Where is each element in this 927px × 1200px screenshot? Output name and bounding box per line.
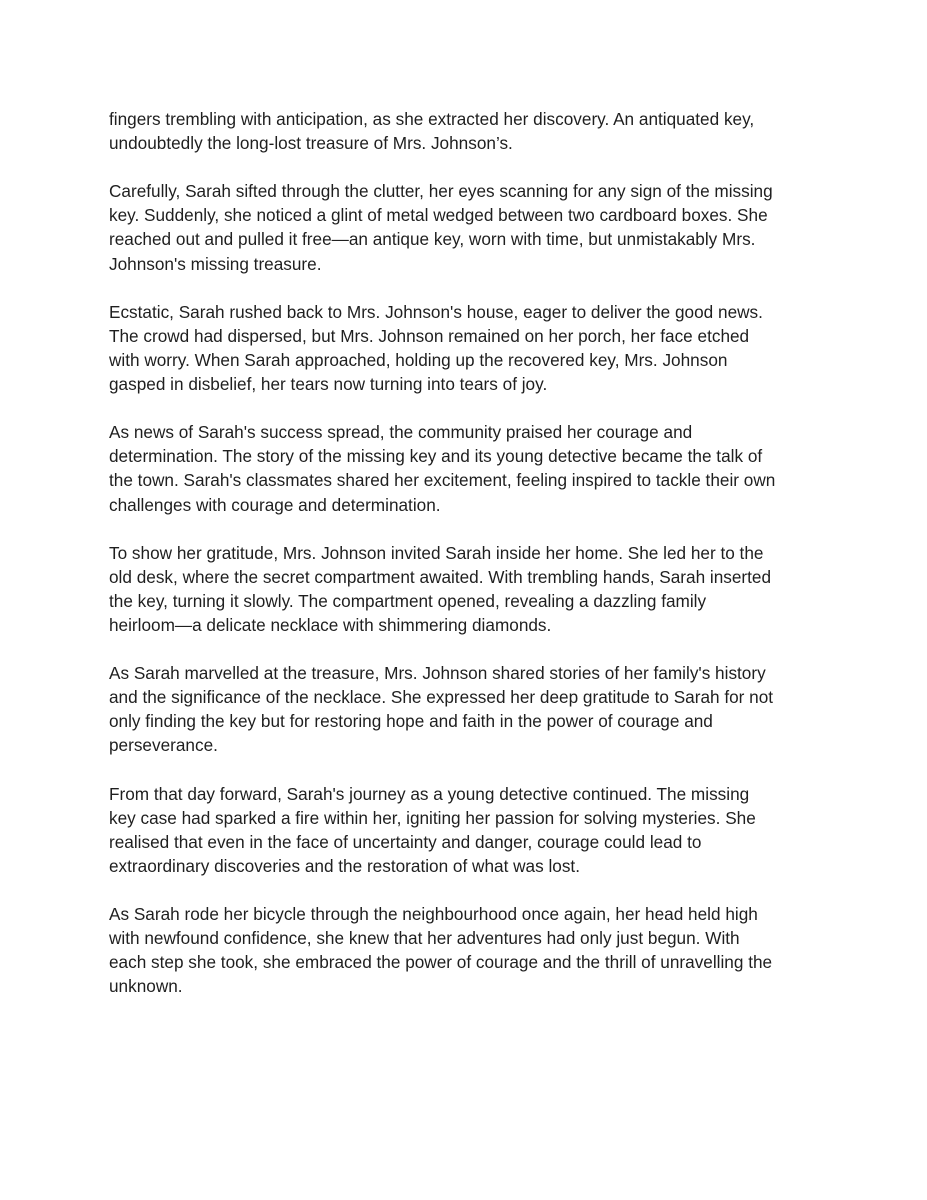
text-line: To show her gratitude, Mrs. Johnson invited Sarah inside her home. She led her to the xyxy=(109,542,764,563)
text-line: each step she took, she embraced the power of courage and the thrill of unravelling the xyxy=(109,952,773,973)
paragraph-4 xyxy=(109,420,821,516)
text-line: Ecstatic, Sarah rushed back to Mrs. Johnson's house, eager to deliver the good news. xyxy=(109,301,763,322)
paragraph-2 xyxy=(109,179,821,275)
paragraph-1 xyxy=(109,107,821,155)
paragraph-3 xyxy=(109,300,821,396)
text-line: old desk, where the secret compartment awaited. With trembling hands, Sarah inserted xyxy=(109,566,772,587)
text-line: and the significance of the necklace. She expressed her deep gratitude to Sarah for not xyxy=(109,687,774,708)
text-line: the key, turning it slowly. The compartment opened, revealing a dazzling family xyxy=(109,590,707,611)
text-line: only finding the key but for restoring hope and faith in the power of courage and xyxy=(109,711,713,732)
paragraph-5 xyxy=(109,541,821,637)
text-line: undoubtedly the long-lost treasure of Mrs. Johnson’s. xyxy=(109,133,513,154)
paragraph-6 xyxy=(109,661,821,757)
text-line: determination. The story of the missing key and its young detective became the talk of xyxy=(109,446,763,467)
text-line: heirloom—a delicate necklace with shimmering diamonds. xyxy=(109,614,552,635)
text-line: The crowd had dispersed, but Mrs. Johnson remained on her porch, her face etched xyxy=(109,325,750,346)
text-line: the town. Sarah's classmates shared her excitement, feeling inspired to tackle their own xyxy=(109,470,776,491)
text-line: Johnson's missing treasure. xyxy=(109,253,322,274)
text-line: unknown. xyxy=(109,976,183,997)
text-line: key. Suddenly, she noticed a glint of metal wedged between two cardboard boxes. She xyxy=(109,205,768,226)
text-line: From that day forward, Sarah's journey as a young detective continued. The missing xyxy=(109,783,750,804)
text-line: reached out and pulled it free—an antique key, worn with time, but unmistakably Mrs. xyxy=(109,229,756,250)
text-line: challenges with courage and determination. xyxy=(109,494,441,515)
story-text xyxy=(109,107,821,1023)
text-line: fingers trembling with anticipation, as she extracted her discovery. An antiquated key, xyxy=(109,109,755,129)
text-line: with newfound confidence, she knew that her adventures had only just begun. With xyxy=(109,928,740,949)
text-line: As Sarah marvelled at the treasure, Mrs. Johnson shared stories of her family's history xyxy=(109,663,766,684)
text-line: As news of Sarah's success spread, the community praised her courage and xyxy=(109,422,693,443)
paragraph-8 xyxy=(109,902,821,998)
text-line: Carefully, Sarah sifted through the clutter, her eyes scanning for any sign of the missing xyxy=(109,181,773,202)
text-line: gasped in disbelief, her tears now turning into tears of joy. xyxy=(109,374,548,395)
paragraph-7 xyxy=(109,782,821,878)
text-line: As Sarah rode her bicycle through the neighbourhood once again, her head held high xyxy=(109,904,758,925)
text-line: realised that even in the face of uncertainty and danger, courage could lead to xyxy=(109,831,702,852)
text-line: extraordinary discoveries and the restoration of what was lost. xyxy=(109,855,580,876)
text-line: with worry. When Sarah approached, holding up the recovered key, Mrs. Johnson xyxy=(109,349,728,370)
text-line: perseverance. xyxy=(109,735,218,756)
text-line: key case had sparked a fire within her, igniting her passion for solving mysteries. She xyxy=(109,807,756,828)
